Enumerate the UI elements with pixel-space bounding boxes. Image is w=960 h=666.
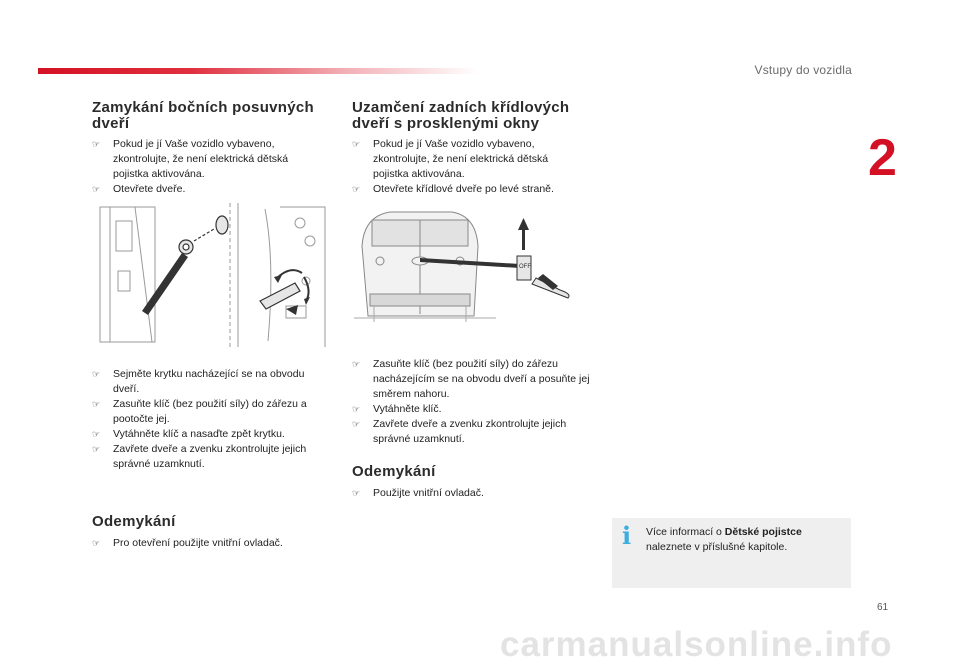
left-steps-list [92, 367, 324, 472]
list-item: ☞ Zavřete dveře a zvenku zkontrolujte jejich správné uzamknutí. [352, 418, 567, 445]
right-title: Uzamčení zadních křídlových dveří s prosklenými okny [352, 99, 570, 132]
list-item: ☞ Vytáhněte klíč. [352, 403, 442, 415]
bullet-icon: ☞ [352, 488, 361, 498]
bullet-icon: ☞ [352, 184, 361, 194]
bullet-icon: ☞ [92, 369, 101, 379]
bullet-icon: ☞ [352, 139, 361, 149]
left-intro-list [92, 137, 322, 197]
left-unlock-list [92, 536, 324, 551]
right-unlock-title: Odemykání [352, 463, 436, 480]
bullet-icon: ☞ [352, 404, 361, 414]
left-unlock-title: Odemykání [92, 513, 176, 530]
list-item: ☞ Pro otevření použijte vnitřní ovladač. [92, 537, 283, 549]
watermark: carmanualsonline.info [500, 625, 893, 664]
van-rear-door-illustration [350, 206, 585, 324]
list-item: ☞ Sejměte krytku nacházející se na obvodu dveří. [92, 368, 305, 395]
off-label: OFF [519, 264, 531, 270]
bullet-icon: ☞ [92, 444, 101, 454]
sliding-door-lock-illustration [90, 201, 330, 349]
list-item: ☞ Použijte vnitřní ovladač. [352, 487, 484, 499]
header-accent-bar [38, 68, 478, 74]
bullet-icon: ☞ [92, 429, 101, 439]
list-item: ☞ Zasuňte klíč (bez použití síly) do zářezu a pootočte jej. [92, 398, 307, 425]
list-item: ☞ Zavřete dveře a zvenku zkontrolujte jejich správné uzamknutí. [92, 443, 307, 470]
bullet-icon: ☞ [352, 419, 361, 429]
info-icon: i [622, 521, 632, 550]
section-title: Vstupy do vozidla [754, 63, 852, 77]
chapter-number: 2 [868, 129, 897, 187]
info-box [612, 518, 851, 588]
right-steps-list [352, 357, 592, 447]
bullet-icon: ☞ [92, 184, 101, 194]
bullet-icon: ☞ [352, 359, 361, 369]
list-item: ☞ Otevřete křídlové dveře po levé straně. [352, 183, 554, 195]
info-text: Více informací o Dětské pojistce naleznete v příslušné kapitole. [646, 526, 802, 553]
list-item: ☞ Otevřete dveře. [92, 183, 186, 195]
left-title: Zamykání bočních posuvných dveří [92, 99, 315, 132]
list-item: ☞ Pokud je jí Vaše vozidlo vybaveno, zkontrolujte, že není elektrická dětská pojistka aktivována. [352, 138, 549, 180]
list-item: ☞ Pokud je jí Vaše vozidlo vybaveno, zkontrolujte, že není elektrická dětská pojistka aktivována. [92, 138, 289, 180]
bullet-icon: ☞ [92, 139, 101, 149]
right-intro-list [352, 137, 582, 197]
bullet-icon: ☞ [92, 538, 101, 548]
page-number: 61 [877, 602, 889, 613]
bullet-icon: ☞ [92, 399, 101, 409]
list-item: ☞ Zasuňte klíč (bez použití síly) do zářezu nacházejícím se na obvodu dveří a posuňte jej směrem nahoru. [352, 358, 590, 400]
list-item: ☞ Vytáhněte klíč a nasaďte zpět krytku. [92, 428, 285, 440]
right-unlock-list [352, 486, 592, 501]
